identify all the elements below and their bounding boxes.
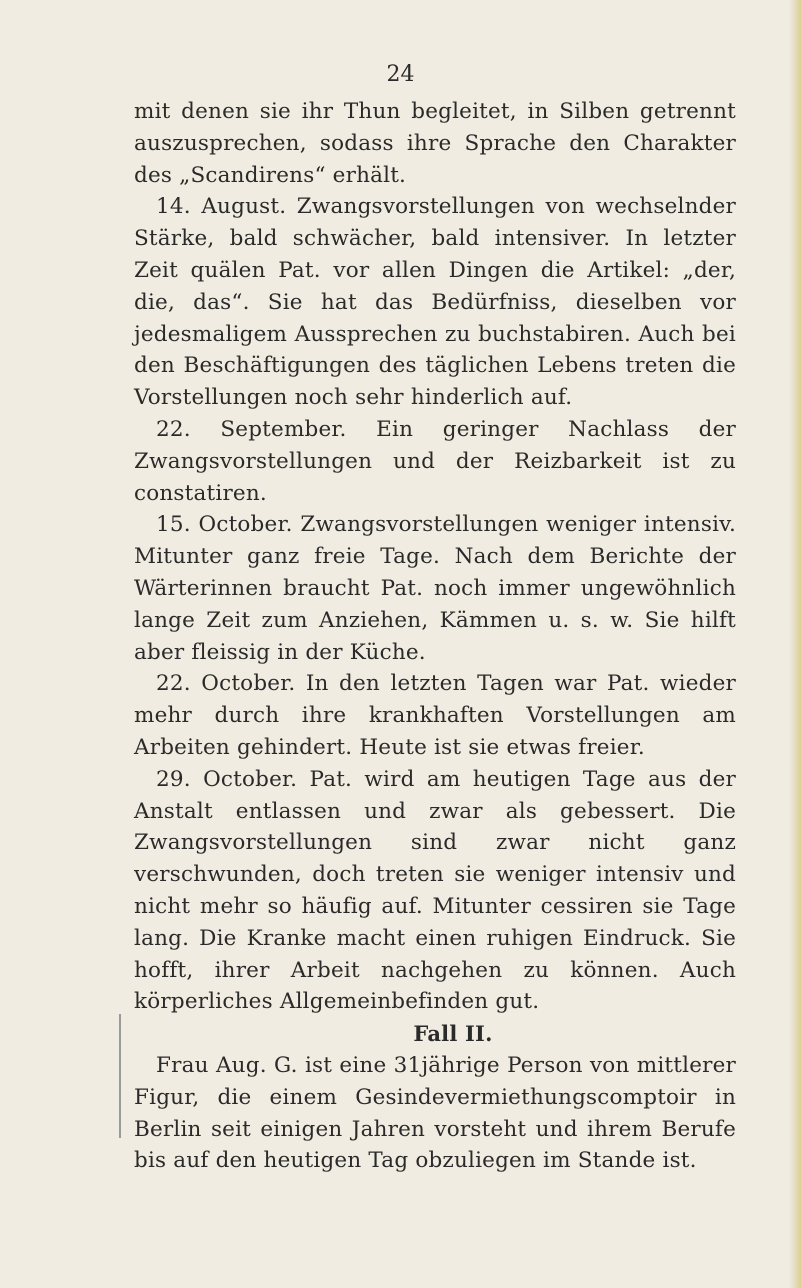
paragraph-14-august: 14. August. Zwangsvorstellungen von wechselnder Stärke, bald schwächer, bald intensiver. In letzter Zeit quälen Pat. vor allen Dingen die Artikel: „der, die, das“. Sie hat das Bedürfniss, dieselben vor jedesmaligem Aussprechen zu buchstabiren. Auch bei den Beschäftigungen des täglichen Lebens treten die Vorstellungen noch sehr hinderlich auf.	[134, 194, 736, 411]
section-heading: Fall II.	[413, 1021, 493, 1047]
paragraph-15-october: 15. October. Zwangsvorstellungen weniger intensiv. Mitunter ganz freie Tage. Nach dem Berichte der Wärterinnen braucht Pat. noch immer ungewöhnlich lange Zeit zum Anziehen, Kämmen u. s. w. Sie hilft aber fleissig in der Küche.	[134, 512, 736, 665]
paragraph-29-october: 29. October. Pat. wird am heutigen Tage aus der Anstalt entlassen und zwar als gebessert. Die Zwangsvorstellungen sind zwar nicht ganz verschwunden, doch treten sie weniger intensiv und nicht mehr so häufig auf. Mitunter cessiren sie Tage lang. Die Kranke macht einen ruhigen Eindruck. Sie hofft, ihrer Arbeit nachgehen zu können. Auch körperliches Allgemeinbefinden gut.	[134, 766, 736, 1015]
margin-mark	[119, 1014, 121, 1138]
body-text	[134, 96, 736, 1177]
paragraph-22-september: 22. September. Ein geringer Nachlass der Zwangsvorstellungen und der Reizbarkeit ist zu constatiren.	[134, 416, 736, 506]
page-edge	[789, 0, 801, 1288]
page-number: 24	[386, 62, 415, 87]
paragraph-continuation: mit denen sie ihr Thun begleitet, in Silben getrennt auszusprechen, sodass ihre Sprache den Charakter des „Scandirens“ erhält.	[134, 99, 736, 188]
paragraph-fall-ii: Frau Aug. G. ist eine 31jährige Person von mittlerer Figur, die einem Gesindevermiethungscomptoir in Berlin seit einigen Jahren vorsteht und ihrem Berufe bis auf den heutigen Tag obzuliegen im Stande ist.	[134, 1052, 736, 1174]
paragraph-22-october: 22. October. In den letzten Tagen war Pat. wieder mehr durch ihre krankhaften Vorstellungen am Arbeiten gehindert. Heute ist sie etwas freier.	[134, 671, 736, 760]
